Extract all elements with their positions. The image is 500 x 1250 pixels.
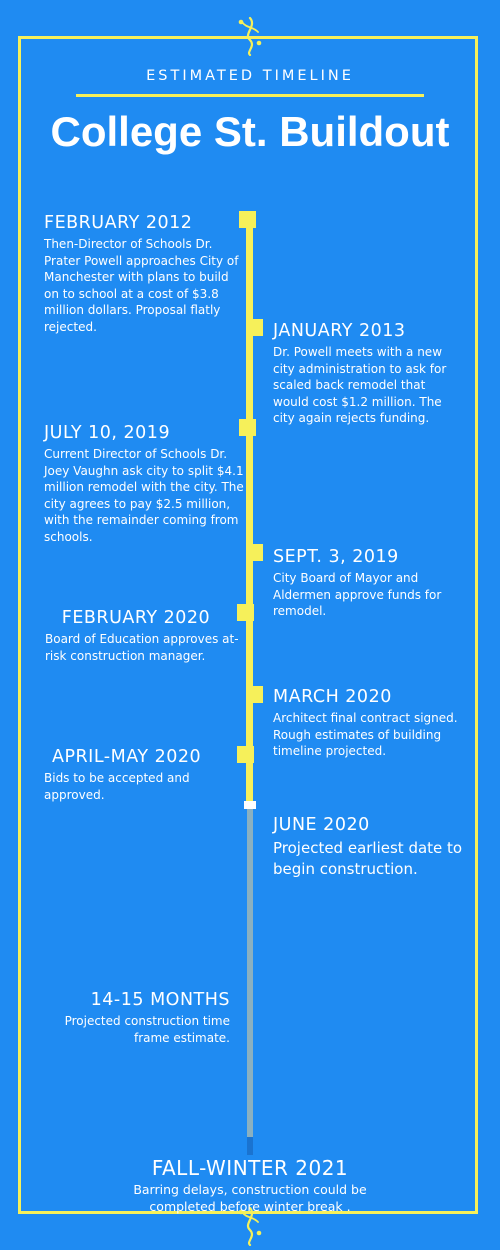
timeline-event-fall-winter-2021 bbox=[100, 1156, 400, 1215]
title-divider bbox=[76, 94, 424, 97]
timeline-event-construction bbox=[44, 989, 230, 1046]
event-description: Barring delays, construction could be completed before winter break . bbox=[133, 1182, 367, 1214]
event-description: City Board of Mayor and Aldermen approve funds for remodel. bbox=[273, 571, 442, 618]
event-date: JUNE 2020 bbox=[273, 815, 370, 835]
event-description: Then-Director of Schools Dr. Prater Powell approaches City of Manchester with plans to build on to school at a cost of $3.8 million dollars. Proposal flatly rejected. bbox=[44, 237, 239, 334]
event-date: 14-15 MONTHS bbox=[90, 990, 230, 1010]
page-subtitle: ESTIMATED TIMELINE bbox=[146, 68, 354, 84]
timeline-event-sep-2019 bbox=[273, 546, 463, 620]
event-description: Projected construction time frame estimate. bbox=[64, 1014, 230, 1045]
timeline-event-feb-2020 bbox=[30, 607, 242, 664]
event-date: SEPT. 3, 2019 bbox=[273, 547, 399, 567]
timeline-node bbox=[246, 544, 263, 561]
event-date: FEBRUARY 2012 bbox=[44, 213, 193, 233]
timeline-event-feb-2012 bbox=[44, 212, 244, 335]
event-date: FALL-WINTER 2021 bbox=[151, 1156, 349, 1180]
timeline-event-jun-2020 bbox=[273, 814, 463, 880]
timeline-axis-end bbox=[247, 1137, 253, 1155]
page-title: College St. Buildout bbox=[50, 108, 450, 155]
event-description: Architect final contract signed. Rough estimates of building timeline projected. bbox=[273, 711, 458, 758]
event-description: Bids to be accepted and approved. bbox=[44, 771, 190, 802]
event-description: Board of Education approves at-risk construction manager. bbox=[45, 632, 239, 663]
event-description: Current Director of Schools Dr. Joey Vaughn ask city to split $4.1 million remodel with the city. The city agrees to pay $2.5 million, with the remainder coming from schools. bbox=[44, 447, 244, 544]
event-date: JANUARY 2013 bbox=[273, 321, 406, 341]
timeline-axis-projected bbox=[247, 809, 253, 1137]
event-date: FEBRUARY 2020 bbox=[61, 608, 211, 628]
event-date: APRIL-MAY 2020 bbox=[52, 747, 202, 767]
timeline-axis-completed bbox=[246, 218, 253, 806]
event-date: JULY 10, 2019 bbox=[44, 423, 171, 443]
flourish-icon bbox=[230, 16, 270, 56]
event-description: Projected earliest date to begin construction. bbox=[273, 839, 463, 878]
timeline-event-apr-may-2020 bbox=[44, 746, 244, 803]
timeline-event-jul-2019 bbox=[44, 422, 244, 545]
timeline-event-mar-2020 bbox=[273, 686, 463, 760]
timeline-node bbox=[246, 319, 263, 336]
current-position-marker bbox=[244, 801, 256, 809]
timeline-node bbox=[246, 686, 263, 703]
timeline-event-jan-2013 bbox=[273, 320, 463, 427]
event-date: MARCH 2020 bbox=[273, 687, 392, 707]
event-description: Dr. Powell meets with a new city administration to ask for scaled back remodel that would cost $1.2 million. The city again rejects funding. bbox=[273, 345, 447, 425]
